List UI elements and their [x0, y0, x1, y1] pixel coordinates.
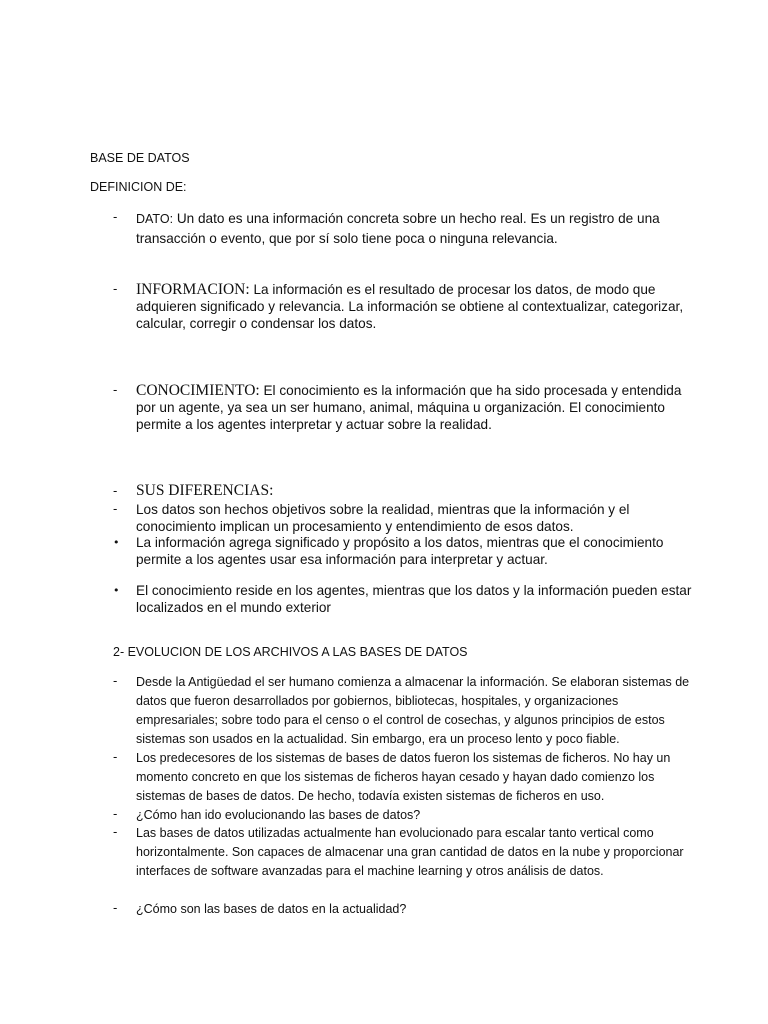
list-dash-marker: -: [113, 483, 118, 498]
difference-item: Los datos son hechos objetivos sobre la realidad, mientras que la información y el conocimiento implican un procesamiento y entendimiento de esos datos.: [136, 502, 630, 534]
definitions-subtitle: DEFINICION DE:: [90, 180, 187, 194]
list-dash-marker: -: [113, 900, 118, 915]
list-bullet-marker: •: [113, 536, 120, 549]
list-dash-marker: -: [113, 501, 118, 516]
definition-term: INFORMACION:: [136, 281, 250, 298]
list-dash-marker: -: [113, 281, 118, 296]
list-dash-marker: -: [113, 824, 118, 839]
list-dash-marker: -: [113, 806, 118, 821]
definition-text: Un dato es una información concreta sobre un hecho real. Es un registro de una transacción o evento, que por sí solo tiene poca o ninguna relevancia.: [136, 211, 660, 246]
document-title: BASE DE DATOS: [90, 151, 190, 165]
difference-item: La información agrega significado y propósito a los datos, mientras que el conocimiento permite a los agentes usar esa información para interpretar y actuar.: [136, 535, 664, 567]
definition-text: La información es el resultado de procesar los datos, de modo que adquieren significado y relevancia. La información se obtiene al contextualizar, categorizar, calcular, corregir o condensar los datos.: [136, 282, 684, 331]
definition-dato: [136, 209, 692, 248]
list-dash-marker: -: [113, 749, 118, 764]
difference-item: El conocimiento reside en los agentes, mientras que los datos y la información pueden estar localizados en el mundo exterior: [136, 583, 692, 615]
differences-heading: SUS DIFERENCIAS:: [136, 482, 274, 499]
evolution-item: ¿Cómo son las bases de datos en la actualidad?: [136, 902, 407, 916]
definition-text: El conocimiento es la información que ha sido procesada y entendida por un agente, ya sea un ser humano, animal, máquina u organización. El conocimiento permite a los agentes interpretar y actuar sobre la realidad.: [136, 383, 682, 432]
list-dash-marker: -: [113, 209, 118, 224]
definition-informacion: [136, 281, 692, 332]
list-bullet-marker: •: [113, 584, 120, 597]
definition-conocimiento: [136, 382, 692, 433]
evolution-item: Desde la Antigüedad el ser humano comienza a almacenar la información. Se elaboran sistemas de datos que fueron desarrollados por gobiernos, bibliotecas, hospitales, y organizaciones empresariales; sobre todo para el censo o el control de cosechas, y algunos principios de estos sistemas son usados en la actualidad. Sin embargo, era un proceso lento y poco fiable.: [136, 675, 690, 746]
list-dash-marker: -: [113, 382, 118, 397]
evolution-item: ¿Cómo han ido evolucionando las bases de datos?: [136, 808, 421, 822]
section-2-heading: 2- EVOLUCION DE LOS ARCHIVOS A LAS BASES DE DATOS: [113, 645, 468, 659]
list-dash-marker: -: [113, 673, 118, 688]
definition-term: DATO:: [136, 212, 174, 226]
evolution-item: Los predecesores de los sistemas de bases de datos fueron los sistemas de ficheros. No hay un momento concreto en que los sistemas de ficheros hayan cesado y hayan dado comienzo los sistemas de bases de datos. De hecho, todavía existen sistemas de ficheros en uso.: [136, 751, 671, 803]
evolution-item: Las bases de datos utilizadas actualmente han evolucionado para escalar tanto vertical como horizontalmente. Son capaces de almacenar una gran cantidad de datos en la nube y proporcionar interfaces de software avanzadas para el machine learning y otros análisis de datos.: [136, 826, 684, 878]
definition-term: CONOCIMIENTO:: [136, 382, 260, 399]
